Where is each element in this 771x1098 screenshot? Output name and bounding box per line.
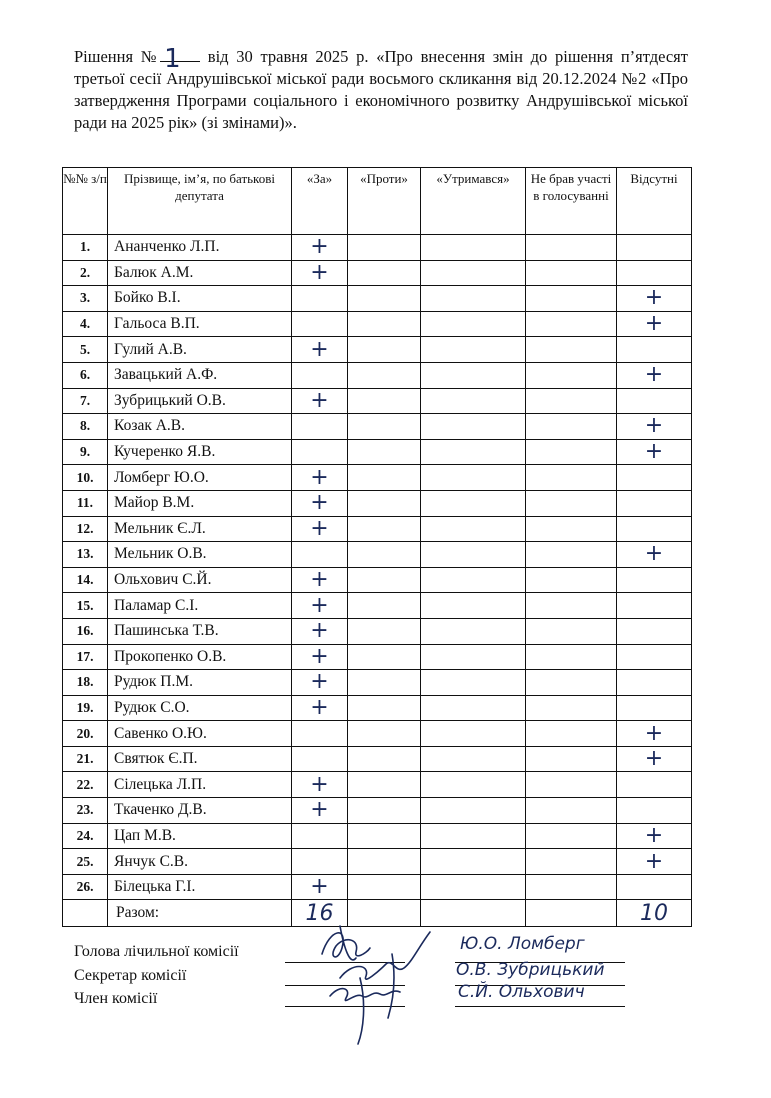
row-number: 20.: [63, 721, 108, 747]
vote-cell-for: [292, 465, 348, 491]
vote-cell-not-voted: [526, 388, 617, 414]
vote-mark: +: [644, 413, 664, 439]
vote-cell-absent: [617, 695, 692, 721]
vote-cell-for: [292, 746, 348, 772]
header-abstain: «Утримався»: [421, 168, 526, 235]
vote-cell-abstain: [421, 644, 526, 670]
vote-cell-abstain: [421, 874, 526, 900]
deputy-name: Ломберг Ю.О.: [108, 465, 292, 491]
vote-cell-against: [348, 746, 421, 772]
vote-cell-against: [348, 772, 421, 798]
deputy-name: Мельник Є.Л.: [108, 516, 292, 542]
vote-cell-not-voted: [526, 286, 617, 312]
vote-cell-absent: [617, 644, 692, 670]
vote-cell-against: [348, 849, 421, 875]
row-number: 2.: [63, 260, 108, 286]
row-number: 25.: [63, 849, 108, 875]
vote-mark: +: [310, 874, 329, 900]
vote-cell-against: [348, 337, 421, 363]
vote-mark: +: [644, 311, 664, 337]
deputy-name: Майор В.М.: [108, 490, 292, 516]
table-row: [63, 542, 692, 568]
table-row: [63, 260, 692, 286]
vote-mark: +: [644, 746, 664, 772]
vote-cell-for: [292, 874, 348, 900]
row-number: 4.: [63, 311, 108, 337]
vote-cell-for: [292, 235, 348, 261]
vote-cell-abstain: [421, 337, 526, 363]
table-row: [63, 874, 692, 900]
deputy-name: Сілецька Л.П.: [108, 772, 292, 798]
header-not-voted: Не брав участі в голосуванні: [526, 168, 617, 235]
row-number: 5.: [63, 337, 108, 363]
vote-cell-for: [292, 823, 348, 849]
vote-cell-for: [292, 798, 348, 824]
deputy-name: Святюк Є.П.: [108, 746, 292, 772]
vote-cell-against: [348, 286, 421, 312]
row-number: 13.: [63, 542, 108, 568]
table-row: [63, 823, 692, 849]
vote-cell-not-voted: [526, 746, 617, 772]
vote-cell-not-voted: [526, 337, 617, 363]
vote-cell-against: [348, 618, 421, 644]
vote-cell-for: [292, 567, 348, 593]
vote-cell-for: [292, 311, 348, 337]
vote-mark: +: [310, 259, 329, 285]
vote-cell-not-voted: [526, 618, 617, 644]
table-row: [63, 235, 692, 261]
member-label: Член комісії: [74, 990, 158, 1007]
vote-cell-for: [292, 439, 348, 465]
vote-cell-against: [348, 695, 421, 721]
vote-mark: +: [310, 234, 329, 260]
commission-block: [74, 940, 239, 1011]
row-number: 10.: [63, 465, 108, 491]
decision-heading: [74, 46, 688, 134]
vote-mark: +: [644, 285, 664, 311]
vote-cell-absent: [617, 439, 692, 465]
table-row: [63, 849, 692, 875]
vote-mark: +: [310, 797, 329, 823]
header-against: «Проти»: [348, 168, 421, 235]
vote-cell-abstain: [421, 746, 526, 772]
deputy-name: Ткаченко Д.В.: [108, 798, 292, 824]
vote-cell-absent: [617, 235, 692, 261]
table-row: [63, 695, 692, 721]
vote-cell-for: [292, 337, 348, 363]
deputy-name: Гулий А.В.: [108, 337, 292, 363]
vote-cell-abstain: [421, 618, 526, 644]
vote-cell-absent: [617, 670, 692, 696]
vote-cell-abstain: [421, 490, 526, 516]
row-number: 22.: [63, 772, 108, 798]
vote-cell-not-voted: [526, 772, 617, 798]
row-number: 7.: [63, 388, 108, 414]
vote-cell-against: [348, 670, 421, 696]
secretary-signature-icon: [340, 932, 430, 1018]
chair-signature-icon: [322, 926, 370, 960]
roll-call-table: [62, 167, 692, 927]
row-number: 14.: [63, 567, 108, 593]
vote-cell-abstain: [421, 311, 526, 337]
vote-mark: +: [644, 720, 664, 746]
vote-cell-for: [292, 362, 348, 388]
vote-mark: +: [310, 515, 329, 541]
chair-label: Голова лічильної комісії: [74, 943, 239, 960]
vote-cell-abstain: [421, 695, 526, 721]
row-number: 23.: [63, 798, 108, 824]
row-number: 12.: [63, 516, 108, 542]
vote-cell-for: [292, 490, 348, 516]
vote-cell-against: [348, 362, 421, 388]
vote-cell-absent: [617, 542, 692, 568]
vote-mark: +: [310, 387, 329, 413]
row-number: 9.: [63, 439, 108, 465]
vote-cell-abstain: [421, 388, 526, 414]
vote-cell-for: [292, 593, 348, 619]
vote-cell-abstain: [421, 465, 526, 491]
vote-cell-against: [348, 388, 421, 414]
row-number: 15.: [63, 593, 108, 619]
vote-cell-against: [348, 516, 421, 542]
deputy-name: Гальоса В.П.: [108, 311, 292, 337]
table-row: [63, 618, 692, 644]
vote-cell-absent: [617, 516, 692, 542]
table-row: [63, 465, 692, 491]
deputy-name: Ананченко Л.П.: [108, 235, 292, 261]
row-number: 11.: [63, 490, 108, 516]
vote-cell-absent: [617, 337, 692, 363]
row-number: 18.: [63, 670, 108, 696]
header-name: Прізвище, ім’я, по батькові депутата: [108, 168, 292, 235]
vote-cell-absent: [617, 388, 692, 414]
vote-cell-not-voted: [526, 695, 617, 721]
total-label: Разом:: [108, 900, 292, 927]
deputy-name: Янчук С.В.: [108, 849, 292, 875]
row-number: 26.: [63, 874, 108, 900]
total-for: 16: [292, 900, 348, 927]
vote-cell-for: [292, 644, 348, 670]
decision-prefix: Рішення №: [74, 47, 161, 66]
vote-cell-abstain: [421, 567, 526, 593]
vote-cell-not-voted: [526, 644, 617, 670]
vote-cell-for: [292, 516, 348, 542]
table-row: [63, 798, 692, 824]
deputy-name: Балюк А.М.: [108, 260, 292, 286]
vote-cell-for: [292, 388, 348, 414]
vote-cell-not-voted: [526, 362, 617, 388]
vote-cell-not-voted: [526, 721, 617, 747]
vote-cell-against: [348, 465, 421, 491]
vote-cell-absent: [617, 362, 692, 388]
vote-cell-against: [348, 414, 421, 440]
table-row: [63, 286, 692, 312]
table-row: [63, 567, 692, 593]
deputy-name: Рудюк П.М.: [108, 670, 292, 696]
vote-cell-not-voted: [526, 567, 617, 593]
vote-cell-abstain: [421, 439, 526, 465]
secretary-name-handwritten: О.В. Зубрицький: [456, 960, 605, 980]
vote-cell-absent: [617, 874, 692, 900]
vote-cell-abstain: [421, 721, 526, 747]
vote-mark: +: [310, 618, 329, 644]
vote-cell-absent: [617, 414, 692, 440]
vote-cell-for: [292, 695, 348, 721]
vote-cell-for: [292, 542, 348, 568]
vote-cell-against: [348, 593, 421, 619]
vote-cell-for: [292, 618, 348, 644]
deputy-name: Мельник О.В.: [108, 542, 292, 568]
vote-cell-not-voted: [526, 798, 617, 824]
row-number: 21.: [63, 746, 108, 772]
row-number: 19.: [63, 695, 108, 721]
vote-cell-abstain: [421, 542, 526, 568]
vote-cell-absent: [617, 849, 692, 875]
vote-cell-absent: [617, 465, 692, 491]
vote-cell-against: [348, 311, 421, 337]
total-not-voted: [526, 900, 617, 927]
vote-cell-abstain: [421, 362, 526, 388]
vote-cell-not-voted: [526, 414, 617, 440]
header-for: «За»: [292, 168, 348, 235]
vote-cell-absent: [617, 823, 692, 849]
vote-mark: +: [310, 464, 329, 490]
vote-mark: +: [644, 541, 664, 567]
vote-mark: +: [644, 848, 664, 874]
vote-mark: +: [644, 822, 664, 848]
vote-mark: +: [644, 362, 664, 388]
deputy-name: Козак А.В.: [108, 414, 292, 440]
table-row: [63, 311, 692, 337]
row-number: 16.: [63, 618, 108, 644]
vote-mark: +: [310, 643, 329, 669]
vote-cell-abstain: [421, 849, 526, 875]
deputy-name: Білецька Г.І.: [108, 874, 292, 900]
vote-cell-absent: [617, 721, 692, 747]
vote-cell-not-voted: [526, 235, 617, 261]
deputy-name: Цап М.В.: [108, 823, 292, 849]
table-row: [63, 644, 692, 670]
deputy-name: Бойко В.І.: [108, 286, 292, 312]
vote-cell-absent: [617, 593, 692, 619]
vote-mark: +: [310, 669, 329, 695]
vote-cell-not-voted: [526, 260, 617, 286]
signatures-graphic: [300, 918, 460, 1048]
deputy-name: Зубрицький О.В.: [108, 388, 292, 414]
vote-cell-for: [292, 286, 348, 312]
vote-cell-abstain: [421, 593, 526, 619]
deputy-name: Савенко О.Ю.: [108, 721, 292, 747]
vote-mark: +: [310, 694, 329, 720]
total-absent: 10: [617, 900, 692, 927]
deputy-name: Прокопенко О.В.: [108, 644, 292, 670]
vote-cell-not-voted: [526, 542, 617, 568]
vote-cell-against: [348, 439, 421, 465]
vote-cell-absent: [617, 618, 692, 644]
vote-cell-not-voted: [526, 849, 617, 875]
member-name-handwritten: С.Й. Ольхович: [458, 982, 585, 1002]
vote-cell-absent: [617, 567, 692, 593]
vote-mark: +: [310, 771, 329, 797]
vote-cell-against: [348, 721, 421, 747]
vote-cell-for: [292, 849, 348, 875]
table-row: [63, 516, 692, 542]
table-row: [63, 746, 692, 772]
table-row: [63, 490, 692, 516]
vote-cell-not-voted: [526, 465, 617, 491]
vote-cell-abstain: [421, 823, 526, 849]
deputy-name: Рудюк С.О.: [108, 695, 292, 721]
header-absent: Відсутні: [617, 168, 692, 235]
row-number: 6.: [63, 362, 108, 388]
member-name-line: [455, 1006, 625, 1007]
vote-cell-for: [292, 772, 348, 798]
vote-cell-against: [348, 874, 421, 900]
vote-cell-abstain: [421, 516, 526, 542]
vote-cell-absent: [617, 798, 692, 824]
header-num: №№ з/п: [63, 168, 108, 235]
decision-number-blank: 1: [160, 61, 200, 62]
vote-cell-against: [348, 235, 421, 261]
vote-mark: +: [310, 490, 329, 516]
vote-cell-for: [292, 260, 348, 286]
table-row: [63, 439, 692, 465]
deputy-name: Паламар С.І.: [108, 593, 292, 619]
vote-cell-abstain: [421, 414, 526, 440]
vote-cell-not-voted: [526, 823, 617, 849]
row-number: 17.: [63, 644, 108, 670]
row-number: 24.: [63, 823, 108, 849]
table-row: [63, 670, 692, 696]
table-row: [63, 388, 692, 414]
vote-cell-not-voted: [526, 516, 617, 542]
vote-cell-absent: [617, 490, 692, 516]
table-row: [63, 337, 692, 363]
vote-cell-not-voted: [526, 439, 617, 465]
vote-cell-abstain: [421, 670, 526, 696]
vote-cell-absent: [617, 311, 692, 337]
vote-cell-not-voted: [526, 670, 617, 696]
row-number: 8.: [63, 414, 108, 440]
decision-text: від 30 травня 2025 р. «Про внесення змін до рішення п’ятдесят третьої сесії Андрушівської міської ради восьмого скликання від 20.12.2024 №2 «Про затвердження Програми соціального і економічного розвитку Андрушівської міської ради на 2025 рік» (зі змінами)».: [74, 47, 688, 132]
vote-cell-against: [348, 542, 421, 568]
vote-cell-against: [348, 798, 421, 824]
deputy-name: Кучеренко Я.В.: [108, 439, 292, 465]
vote-cell-abstain: [421, 235, 526, 261]
vote-cell-for: [292, 670, 348, 696]
vote-cell-for: [292, 414, 348, 440]
vote-cell-absent: [617, 286, 692, 312]
vote-cell-against: [348, 823, 421, 849]
vote-mark: +: [310, 592, 329, 618]
chair-name-handwritten: Ю.О. Ломберг: [460, 934, 585, 954]
vote-cell-against: [348, 644, 421, 670]
vote-cell-absent: [617, 260, 692, 286]
table-row: [63, 772, 692, 798]
total-num-cell: [63, 900, 108, 927]
vote-mark: +: [644, 439, 664, 465]
table-row: [63, 721, 692, 747]
deputy-name: Ольхович С.Й.: [108, 567, 292, 593]
table-row: [63, 414, 692, 440]
row-number: 3.: [63, 286, 108, 312]
vote-cell-against: [348, 567, 421, 593]
row-number: 1.: [63, 235, 108, 261]
vote-cell-absent: [617, 746, 692, 772]
table-row: [63, 593, 692, 619]
vote-cell-not-voted: [526, 311, 617, 337]
table-row: [63, 362, 692, 388]
vote-cell-abstain: [421, 772, 526, 798]
deputy-name: Пашинська Т.В.: [108, 618, 292, 644]
vote-cell-abstain: [421, 798, 526, 824]
vote-cell-not-voted: [526, 874, 617, 900]
vote-cell-absent: [617, 772, 692, 798]
vote-cell-abstain: [421, 260, 526, 286]
deputy-name: Завацький А.Ф.: [108, 362, 292, 388]
vote-mark: +: [310, 336, 329, 362]
vote-cell-not-voted: [526, 593, 617, 619]
vote-cell-for: [292, 721, 348, 747]
vote-cell-abstain: [421, 286, 526, 312]
vote-cell-not-voted: [526, 490, 617, 516]
vote-mark: +: [310, 567, 329, 593]
vote-cell-against: [348, 260, 421, 286]
vote-cell-against: [348, 490, 421, 516]
table-header-row: [63, 168, 692, 235]
secretary-label: Секретар комісії: [74, 966, 187, 984]
